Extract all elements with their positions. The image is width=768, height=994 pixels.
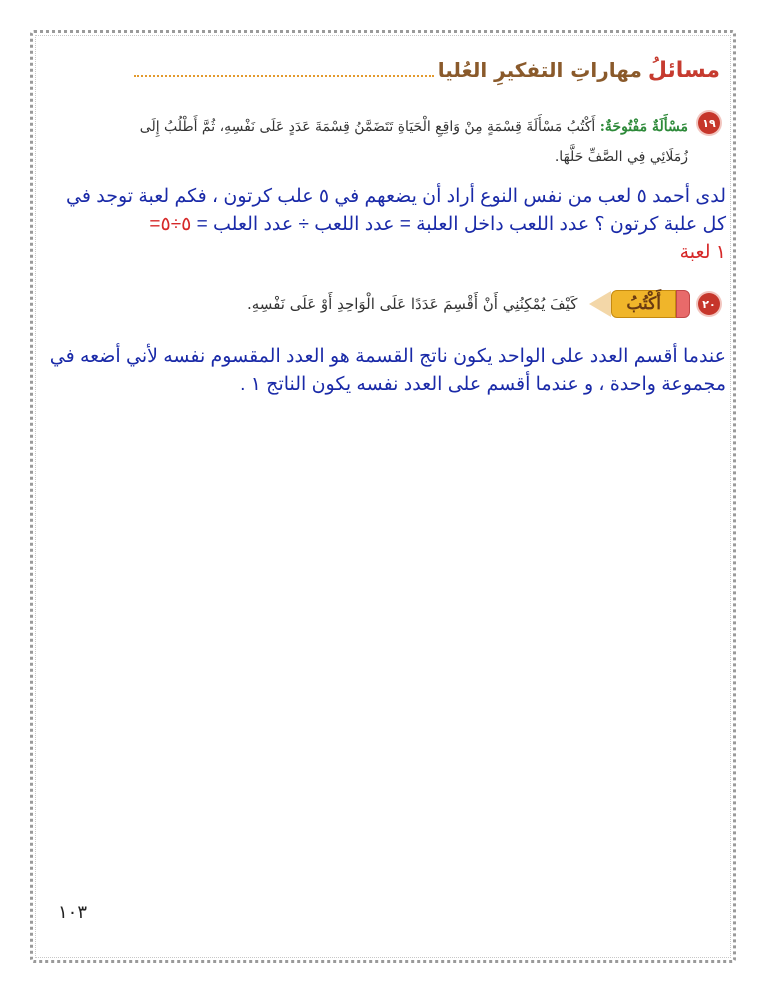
pencil-tip: [589, 291, 611, 317]
answer-1-result: ١ لعبة: [679, 242, 726, 263]
answer-2-line-1: عندما أقسم العدد على الواحد يكون ناتج القسمة هو العدد المقسوم نفسه لأني أضعه في: [49, 346, 726, 367]
question-number-badge: ٢٠: [698, 293, 720, 315]
answer-1-line-2-text: كل علبة كرتون ؟ عدد اللعب داخل العلبة = عدد اللعب ÷ عدد العلب =: [191, 214, 726, 235]
question-20: [247, 290, 720, 318]
answer-2: [26, 343, 726, 399]
question-19-body: أَكْتُبُ مَسْأَلَةَ قِسْمَةٍ مِنْ وَاقِعِ الْحَيَاةِ تَتَضَمَّنُ قِسْمَةَ عَدَدٍ عَلَى نَفْسِهِ، ثُمَّ أَطْلُبُ إِلَى زُمَلَائِي فِي الصَّفِّ حَلَّهَا.: [139, 119, 688, 165]
page-border-inner: [35, 35, 731, 958]
pencil-eraser: [676, 290, 690, 318]
section-heading: [134, 58, 720, 83]
question-19: [128, 112, 720, 172]
question-20-text: كَيْفَ يُمْكِنُنِي أَنْ أَقْسِمَ عَدَدًا عَلَى الْوَاحِدِ أَوْ عَلَى نَفْسِهِ.: [247, 295, 578, 313]
heading-word-problems: مسائلُ: [647, 58, 720, 83]
answer-2-line-2: مجموعة واحدة ، و عندما أقسم على العدد نفسه يكون الناتج ١ .: [240, 374, 726, 395]
answer-1-line-1: لدى أحمد ٥ لعب من نفس النوع أراد أن يضعهم في ٥ علب كرتون ، فكم لعبة توجد في: [66, 186, 726, 207]
question-number-badge: ١٩: [698, 112, 720, 134]
pencil-write-icon: [589, 290, 690, 318]
answer-1-equation: ٥÷٥=: [149, 214, 192, 235]
open-problem-label: مَسْأَلَةٌ مَفْتُوحَةٌ:: [599, 119, 688, 135]
heading-dotted-rule: [134, 74, 434, 77]
answer-1-line-2: [36, 211, 726, 239]
heading-higher-thinking: مهاراتِ التفكيرِ العُليا: [437, 58, 642, 82]
question-19-text: [128, 112, 688, 172]
write-label: أَكْتُبُ: [611, 290, 676, 318]
answer-1: [36, 183, 726, 267]
page-number: ١٠٣: [58, 902, 88, 923]
